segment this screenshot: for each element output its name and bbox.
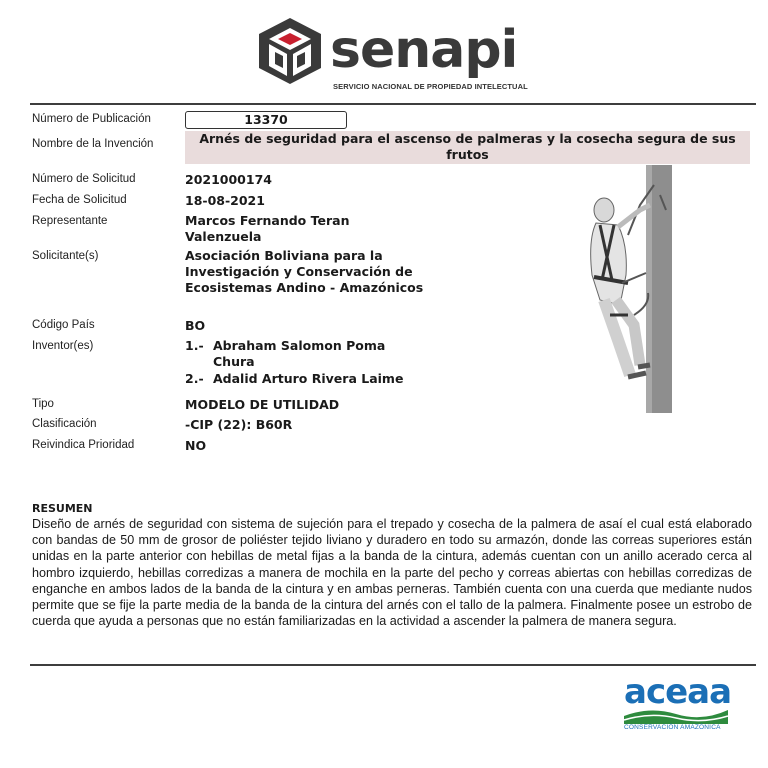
priority-claim: NO <box>185 438 207 453</box>
climber-icon <box>570 165 690 415</box>
aceaa-logo <box>622 672 732 736</box>
inventor-name: Abraham Salomon Poma Chura <box>213 338 386 369</box>
inventor-number: 2.- <box>185 371 204 386</box>
bottom-divider <box>30 664 756 666</box>
label-prioridad: Reivindica Prioridad <box>32 439 135 451</box>
classification: -CIP (22): B60R <box>185 417 293 432</box>
top-divider <box>30 103 756 105</box>
senapi-wordmark: senapi <box>330 20 518 80</box>
application-number: 2021000174 <box>185 172 272 187</box>
patent-type: MODELO DE UTILIDAD <box>185 397 340 412</box>
inventor-number: 1.- <box>185 338 204 353</box>
label-invencion: Nombre de la Invención <box>32 138 154 150</box>
inventor-name: Adalid Arturo Rivera Laime <box>213 371 404 386</box>
label-solicitante: Solicitante(s) <box>32 250 99 262</box>
resumen-heading: RESUMEN <box>32 502 93 515</box>
label-clasificacion: Clasificación <box>32 418 97 430</box>
label-inventores: Inventor(es) <box>32 340 94 352</box>
harness-illustration <box>570 165 690 415</box>
application-date: 18-08-2021 <box>185 193 265 208</box>
aceaa-wordmark: aceaa <box>624 672 732 712</box>
senapi-subtitle: SERVICIO NACIONAL DE PROPIEDAD INTELECTUAL <box>333 82 528 91</box>
label-representante: Representante <box>32 215 108 227</box>
senapi-logo <box>255 12 528 92</box>
representative: Marcos Fernando Teran Valenzuela <box>185 213 350 244</box>
applicant: Asociación Boliviana para la Investigación y Conservación de Ecosistemas Andino - Amazónicos <box>185 248 424 295</box>
invention-title: Arnés de seguridad para el ascenso de palmeras y la cosecha segura de sus frutos <box>185 131 750 164</box>
aceaa-subtitle: CONSERVACIÓN AMAZÓNICA <box>624 724 721 731</box>
country-code: BO <box>185 318 206 333</box>
inventor-item <box>185 371 403 387</box>
label-codigo-pais: Código País <box>32 319 95 331</box>
publication-number: 13370 <box>185 111 347 129</box>
label-tipo: Tipo <box>32 398 54 410</box>
resumen-text: Diseño de arnés de seguridad con sistema de sujeción para el trepado y cosecha de la palmera de asaí el cual está elaborado con bandas de 50 mm de grosor de poliéster tejido liviano y duradero en todo su armazón, donde las correas superiores están unidas en la parte anterior con hebillas de metal fijas a la banda de la cintura, además cuentan con un anillo acerado cerca al hombro izquierdo, hebillas corredizas a manera de mochila en la parte del pecho y correas abiertas con hebillas corredizas de enganche en ambos lados de la banda de la cintura y en ambas perneras. También cuenta con una cuerda que mediante nudos permite que se fije la parte media de la banda de la cintura del arnés con el tallo de la palmera. Finalmente posee un estrobo de cuerda que ayuda a personas que no están familiarizadas en la actividad a ascender la palmera de manera segura. <box>32 517 752 629</box>
label-publicacion: Número de Publicación <box>32 113 151 125</box>
inventor-item <box>185 338 403 370</box>
label-fecha: Fecha de Solicitud <box>32 194 127 206</box>
senapi-emblem-icon <box>255 16 325 86</box>
label-solicitud: Número de Solicitud <box>32 173 136 185</box>
